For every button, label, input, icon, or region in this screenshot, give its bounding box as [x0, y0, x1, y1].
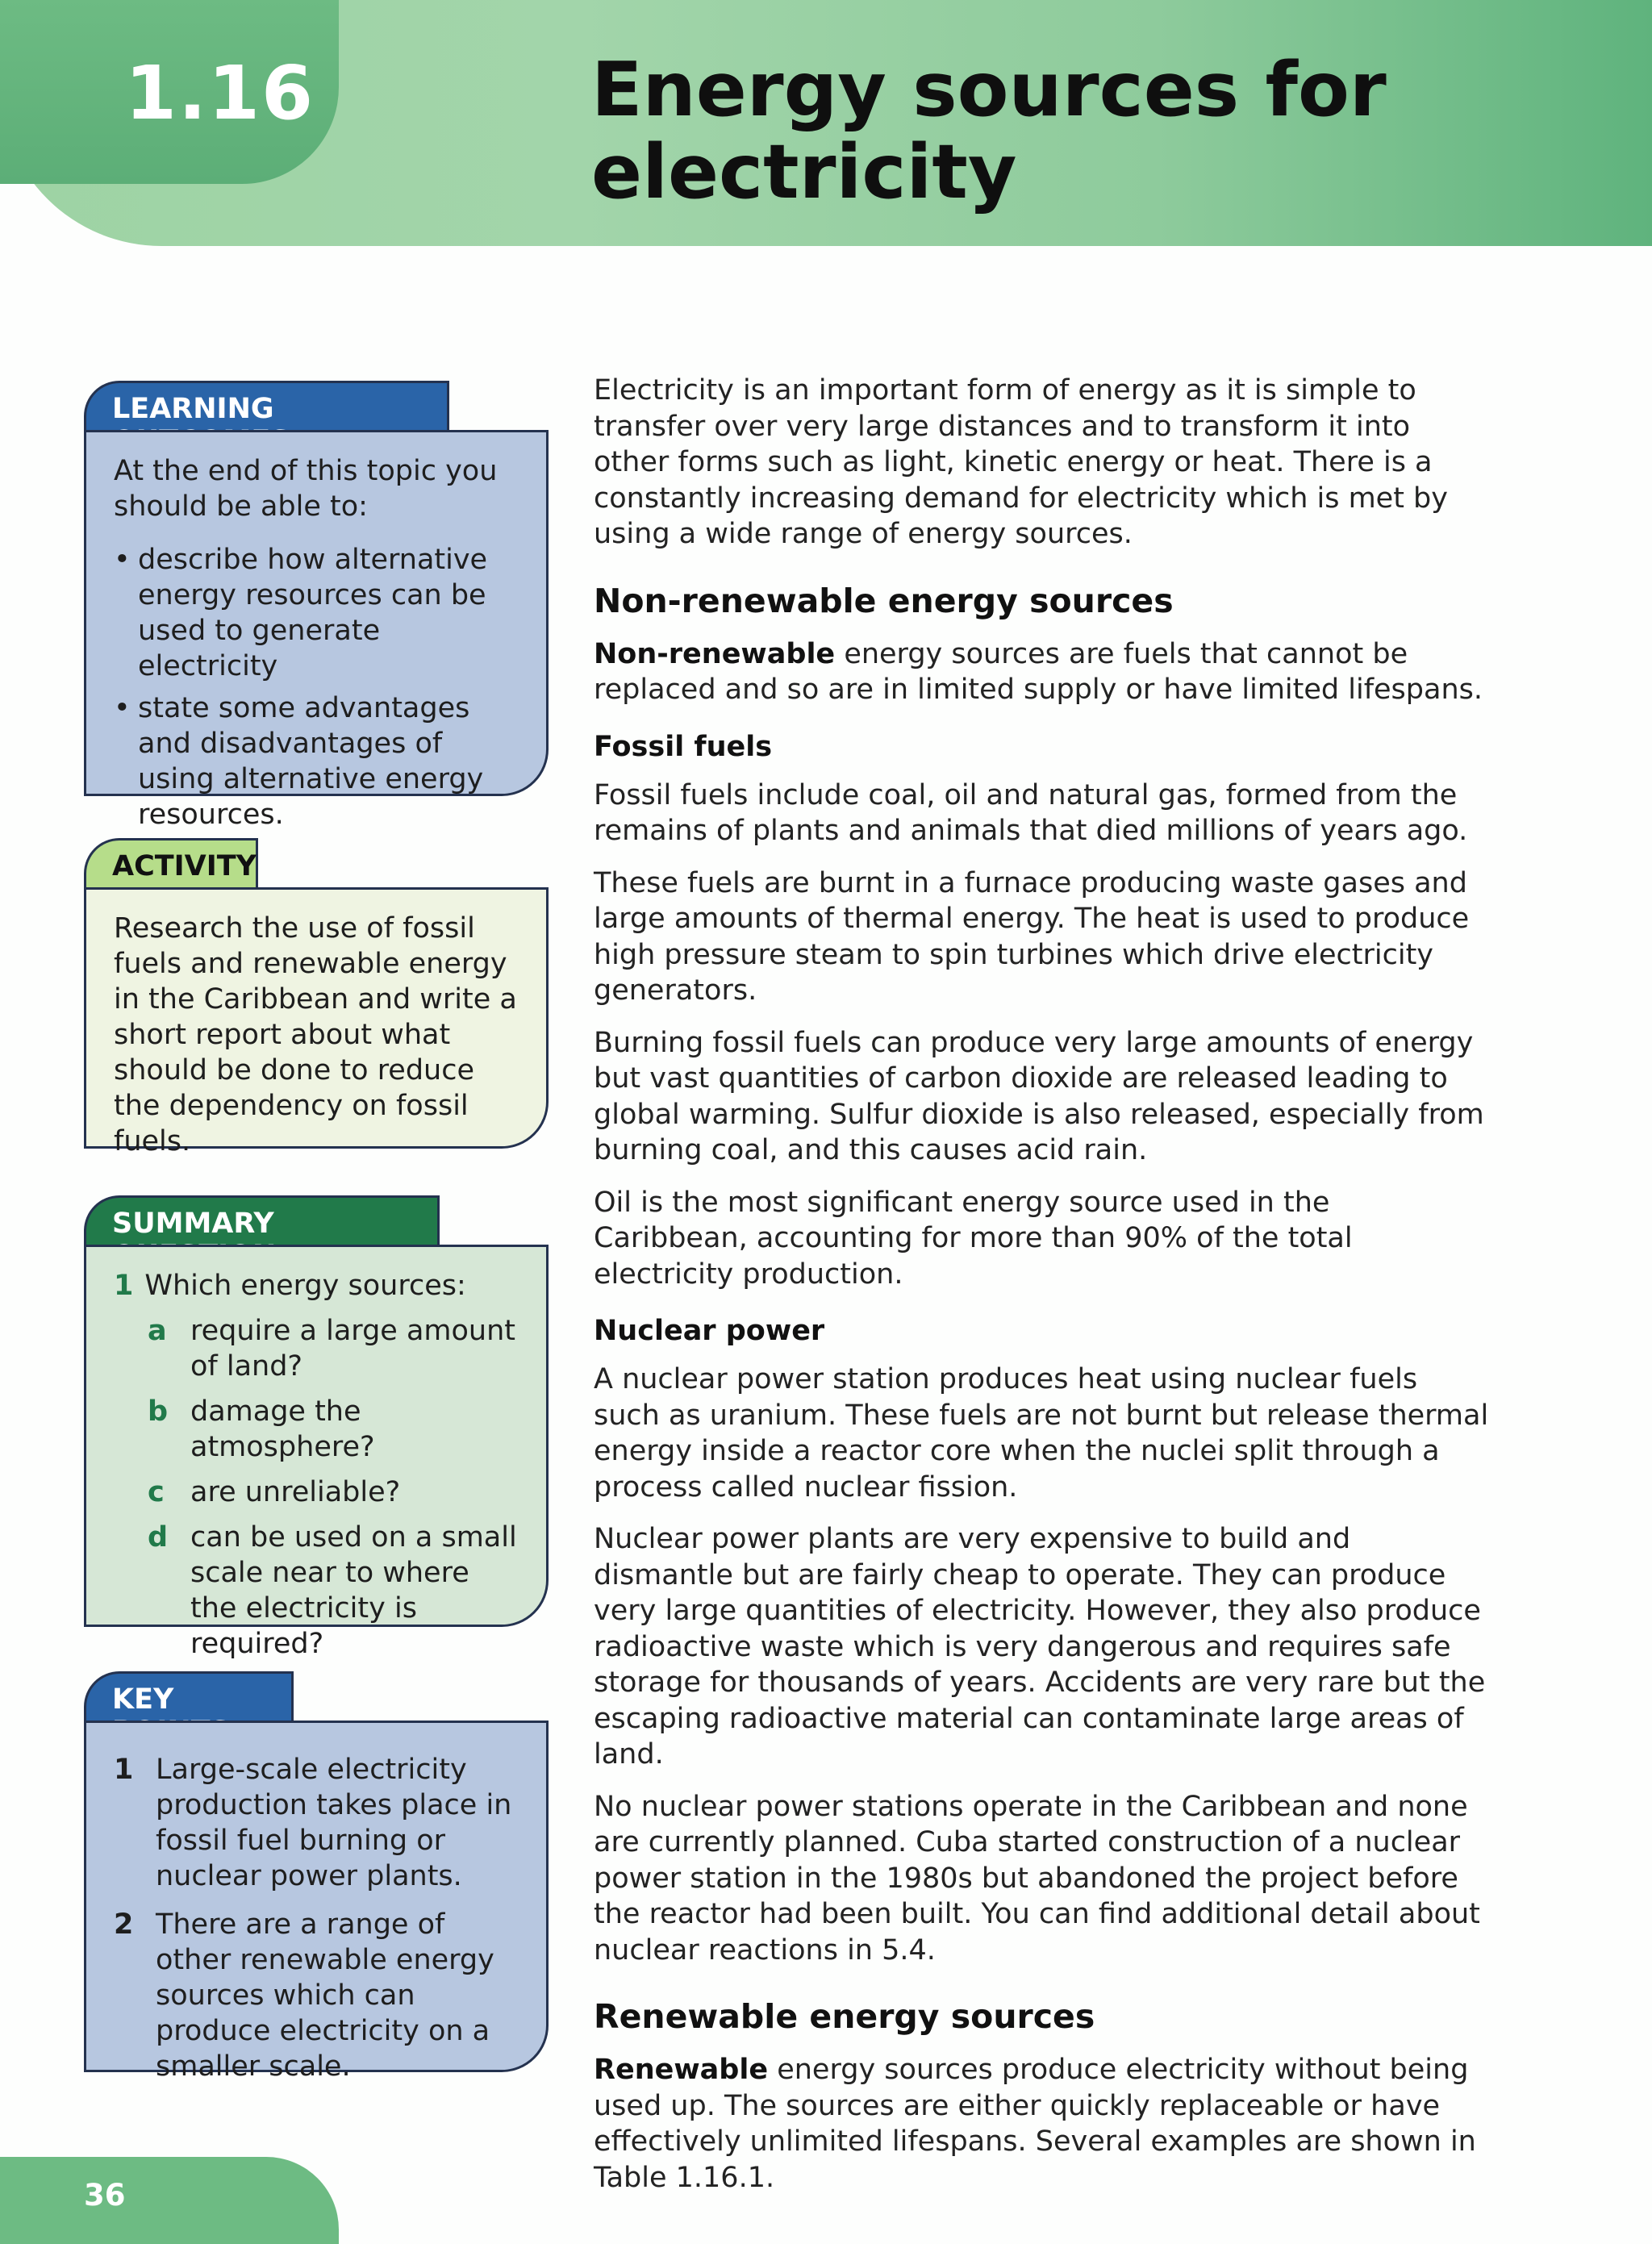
page-title — [591, 48, 1559, 213]
page-title-line-1: Energy sources for — [591, 46, 1387, 133]
activity-text: Research the use of fossil fuels and renewable energy in the Caribbean and write a short report about what should be done to reduce the dependency on fossil fuels. — [114, 912, 517, 1157]
question-part — [114, 1474, 517, 1510]
question-part-letter: b — [148, 1395, 169, 1428]
summary-question-box — [84, 1245, 549, 1660]
key-point-text: Large-scale electricity production takes place in fossil fuel burning or nuclear power plants. — [156, 1754, 512, 1892]
paragraph: Burning fossil fuels can produce very large amounts of energy but vast quantities of carbon dioxide are released leading to global warming. Sulfur dioxide is also released, especially from burning coal, and this causes acid rain. — [594, 1026, 1484, 1166]
intro-paragraph: Electricity is an important form of energy as it is simple to transfer over very large distances and to transform it into other forms such as light, kinetic energy or heat. There is a constantly increasing demand for electricity which is met by using a wide range of energy sources. — [594, 374, 1448, 550]
footer-tab — [0, 2157, 339, 2244]
question-number: 1 — [114, 1270, 134, 1302]
question-part — [114, 1313, 517, 1384]
paragraph: Fossil fuels include coal, oil and natural gas, formed from the remains of plants and animals that died millions of years ago. — [594, 778, 1468, 847]
question-part-text: require a large amount of land? — [190, 1315, 515, 1383]
section-heading-nonrenewable: Non-renewable energy sources — [594, 581, 1174, 620]
paragraph: Nuclear power plants are very expensive to build and dismantle but are fairly cheap to operate. They can produce very large quantities of electricity. However, they also produce radioactive waste which is very dangerous and requires safe storage for thousands of years. Accidents are very rare but the escaping radioactive material can contaminate large areas of land. — [594, 1523, 1486, 1771]
summary-question-tab: SUMMARY — [84, 1195, 440, 1247]
nonrenewable-definition-text: energy sources are fuels that cannot be replaced and so are in limited supply or have limited lifespans. — [594, 637, 1483, 706]
page-number: 36 — [84, 2178, 126, 2213]
key-points-box — [84, 1721, 549, 2083]
question-part — [114, 1394, 517, 1465]
learning-outcomes-intro: At the end of this topic you should be able to: — [114, 455, 498, 523]
section-heading-renewable: Renewable energy sources — [594, 1997, 1095, 2036]
question-part — [114, 1520, 517, 1662]
key-point-item — [114, 1907, 522, 2084]
nonrenewable-definition — [594, 636, 1491, 708]
main-content — [594, 373, 1491, 2212]
paragraph: Oil is the most significant energy source used in the Caribbean, accounting for more than 90% of the total electricity production. — [594, 1186, 1353, 1291]
question-part-text: are unreliable? — [190, 1476, 401, 1508]
learning-outcome-item: • describe how alternative energy resources can be used to generate electricity — [114, 542, 514, 684]
renewable-term: Renewable — [594, 2054, 769, 2086]
question-part-letter: c — [148, 1476, 165, 1508]
paragraph: A nuclear power station produces heat using nuclear fuels such as uranium. These fuels are not burnt but release thermal energy inside a reactor core when the nuclei split through a process called nuclear fission. — [594, 1363, 1489, 1504]
nonrenewable-term: Non-renewable — [594, 637, 836, 670]
page-title-line-2: electricity — [591, 128, 1017, 215]
question-part-letter: a — [148, 1315, 167, 1347]
learning-outcomes-tab: LEARNING — [84, 381, 449, 432]
renewable-definition-text: energy sources produce electricity without being used up. The sources are either quickly replaceable or have effectively unlimited lifespans. Several examples are shown in Table 1.16.1. — [594, 2054, 1476, 2194]
question-text: Which energy sources: — [144, 1270, 466, 1302]
key-point-text: There are a range of other renewable energy sources which can produce electricity on a smaller scale. — [156, 1908, 494, 2083]
question-part-text: damage the atmosphere? — [190, 1395, 375, 1463]
question-part-text: can be used on a small scale near to where the electricity is required? — [190, 1521, 517, 1660]
learning-outcome-item: • state some advantages and disadvantages of using alternative energy resources. — [114, 690, 514, 832]
subheading-nuclear-power: Nuclear power — [594, 1315, 825, 1347]
activity-tab: ACTIVITY — [84, 838, 258, 890]
key-point-item — [114, 1752, 522, 1894]
paragraph: No nuclear power stations operate in the Caribbean and none are currently planned. Cuba started construction of a nuclear power station in the 1980s but abandoned the project before the reactor had been built. You can find additional detail about nuclear reactions in 5.4. — [594, 1790, 1480, 1967]
key-point-number: 1 — [114, 1754, 134, 1786]
summary-question-stem — [114, 1268, 517, 1303]
paragraph: These fuels are burnt in a furnace producing waste gases and large amounts of thermal energy. The heat is used to produce high pressure steam to spin turbines which drive electricity generators. — [594, 866, 1470, 1007]
activity-box — [84, 887, 549, 1157]
subheading-fossil-fuels: Fossil fuels — [594, 730, 773, 763]
key-point-number: 2 — [114, 1908, 134, 1941]
learning-outcomes-box — [84, 430, 549, 831]
question-part-letter: d — [148, 1521, 169, 1554]
topic-number: 1.16 — [125, 50, 315, 136]
key-points-tab: KEY — [84, 1671, 294, 1723]
renewable-definition — [594, 2052, 1491, 2196]
